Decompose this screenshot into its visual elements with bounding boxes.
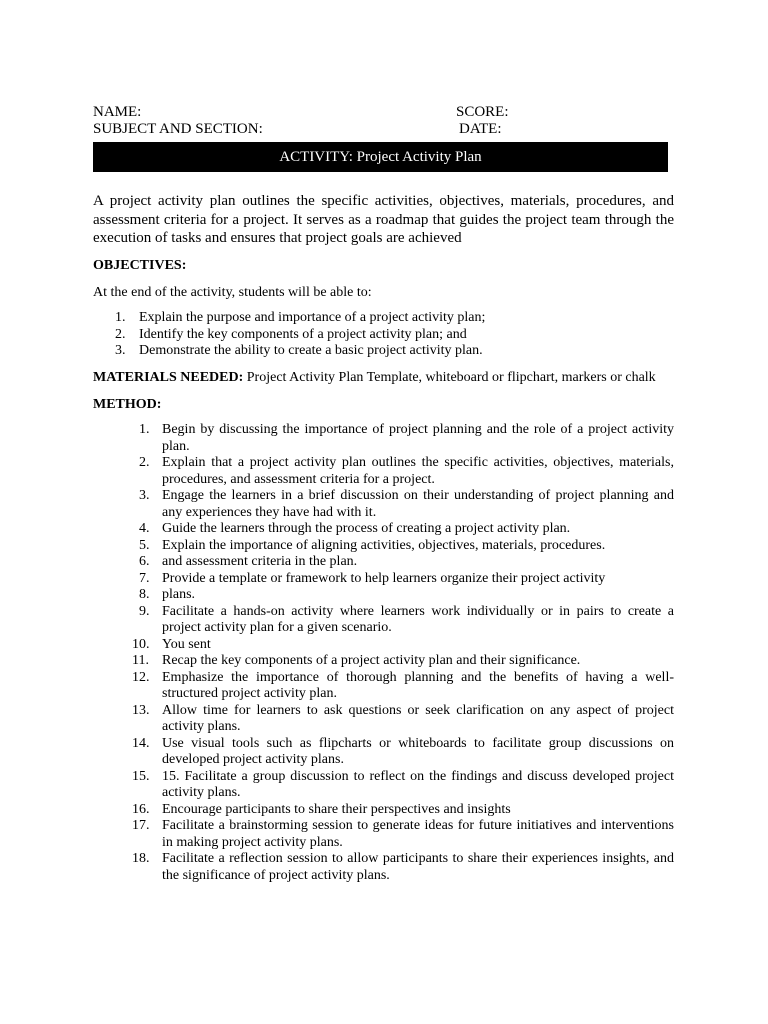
method-text: Explain the importance of aligning activities, objectives, materials, procedures.	[162, 537, 606, 553]
method-item	[139, 587, 674, 604]
name-label: NAME:	[93, 104, 142, 120]
objectives-list	[115, 310, 674, 360]
objective-number: 2.	[115, 326, 126, 342]
materials-text: Project Activity Plan Template, whiteboard or flipchart, markers or chalk	[243, 370, 656, 385]
method-item	[132, 768, 674, 802]
method-text: Allow time for learners to ask questions or seek clarification on any aspect of project activity plans.	[162, 702, 674, 734]
method-item	[139, 570, 674, 588]
method-item	[132, 669, 674, 703]
materials-label: MATERIALS NEEDED:	[93, 370, 244, 385]
method-heading: METHOD:	[93, 397, 162, 412]
method-item	[132, 851, 674, 884]
method-item	[132, 636, 674, 654]
method-number: 3.	[139, 488, 150, 503]
objective-item	[115, 343, 674, 360]
method-number: 4.	[139, 521, 150, 536]
method-number: 1.	[139, 422, 150, 437]
method-text: Begin by discussing the importance of project planning and the role of a project activity plan.	[162, 422, 674, 454]
method-number: 6.	[139, 554, 150, 569]
method-text: and assessment criteria in the plan.	[162, 554, 358, 569]
objective-text: Explain the purpose and importance of a project activity plan;	[139, 310, 486, 325]
date-label: DATE:	[459, 121, 502, 137]
method-item	[132, 702, 674, 736]
method-number: 16.	[132, 801, 150, 817]
method-number: 8.	[139, 587, 150, 602]
method-item	[139, 537, 674, 555]
method-number: 2.	[139, 455, 150, 470]
method-item	[132, 818, 674, 851]
objective-item	[115, 326, 674, 344]
objective-number: 1.	[115, 310, 126, 325]
objective-text: Identify the key components of a project activity plan; and	[139, 326, 467, 342]
intro-paragraph: A project activity plan outlines the specific activities, objectives, materials, procedures, and assessment criteria for a project. It serves as a roadmap that guides the project team through the execution of tasks and ensures that project goals are achieved	[93, 193, 674, 246]
method-number: 12.	[132, 669, 150, 685]
method-number: 5.	[139, 537, 150, 553]
activity-title-banner: ACTIVITY: Project Activity Plan	[93, 142, 668, 172]
method-text: Explain that a project activity plan outlines the specific activities, objectives, materials, procedures, and assessment criteria for a project.	[162, 455, 674, 487]
method-text: Recap the key components of a project activity plan and their significance.	[162, 653, 581, 668]
method-number: 15.	[132, 768, 150, 784]
method-text: Encourage participants to share their perspectives and insights	[162, 801, 511, 817]
method-item	[139, 455, 674, 488]
method-number: 9.	[139, 603, 150, 619]
method-item	[139, 488, 674, 521]
method-text: Use visual tools such as flipcharts or whiteboards to facilitate group discussions on developed project activity plans.	[162, 735, 674, 767]
method-text: Engage the learners in a brief discussion on their understanding of project planning and any experiences they have had with it.	[162, 488, 674, 520]
method-text: plans.	[162, 587, 196, 602]
objective-text: Demonstrate the ability to create a basic project activity plan.	[139, 343, 483, 358]
method-text: Guide the learners through the process of creating a project activity plan.	[162, 521, 571, 536]
method-item	[139, 422, 674, 455]
method-list	[132, 422, 674, 884]
method-text: Provide a template or framework to help learners organize their project activity	[162, 570, 606, 586]
method-text: Facilitate a hands-on activity where learners work individually or in pairs to create a project activity plan for a given scenario.	[162, 603, 674, 635]
method-item	[132, 801, 674, 819]
method-text: 15. Facilitate a group discussion to reflect on the findings and discuss developed project activity plans.	[162, 768, 674, 800]
method-number: 7.	[139, 570, 150, 586]
objective-item	[115, 310, 674, 327]
materials-needed	[93, 369, 656, 386]
method-text: Emphasize the importance of thorough planning and the benefits of having a well-structured project activity plan.	[162, 669, 674, 701]
subject-section-label: SUBJECT AND SECTION:	[93, 121, 263, 137]
method-number: 11.	[132, 653, 149, 668]
method-number: 10.	[132, 636, 150, 652]
method-number: 18.	[132, 851, 150, 866]
method-number: 17.	[132, 818, 150, 833]
method-item	[139, 521, 674, 538]
method-item	[132, 653, 674, 670]
header-row-name-score	[93, 103, 673, 121]
method-text: Facilitate a brainstorming session to generate ideas for future initiatives and interventions in making project activity plans.	[162, 818, 674, 850]
objectives-heading: OBJECTIVES:	[93, 258, 187, 273]
method-item	[139, 554, 674, 571]
method-number: 14.	[132, 735, 150, 751]
objectives-intro: At the end of the activity, students will be able to:	[93, 285, 372, 300]
method-text: Facilitate a reflection session to allow participants to share their experiences insights, and the significance of project activity plans.	[162, 851, 674, 883]
method-item	[132, 735, 674, 769]
score-label: SCORE:	[456, 104, 509, 120]
header-row-subject-date	[93, 120, 673, 138]
objective-number: 3.	[115, 343, 126, 358]
method-text: You sent	[162, 636, 211, 652]
method-number: 13.	[132, 702, 150, 718]
method-item	[139, 603, 674, 637]
